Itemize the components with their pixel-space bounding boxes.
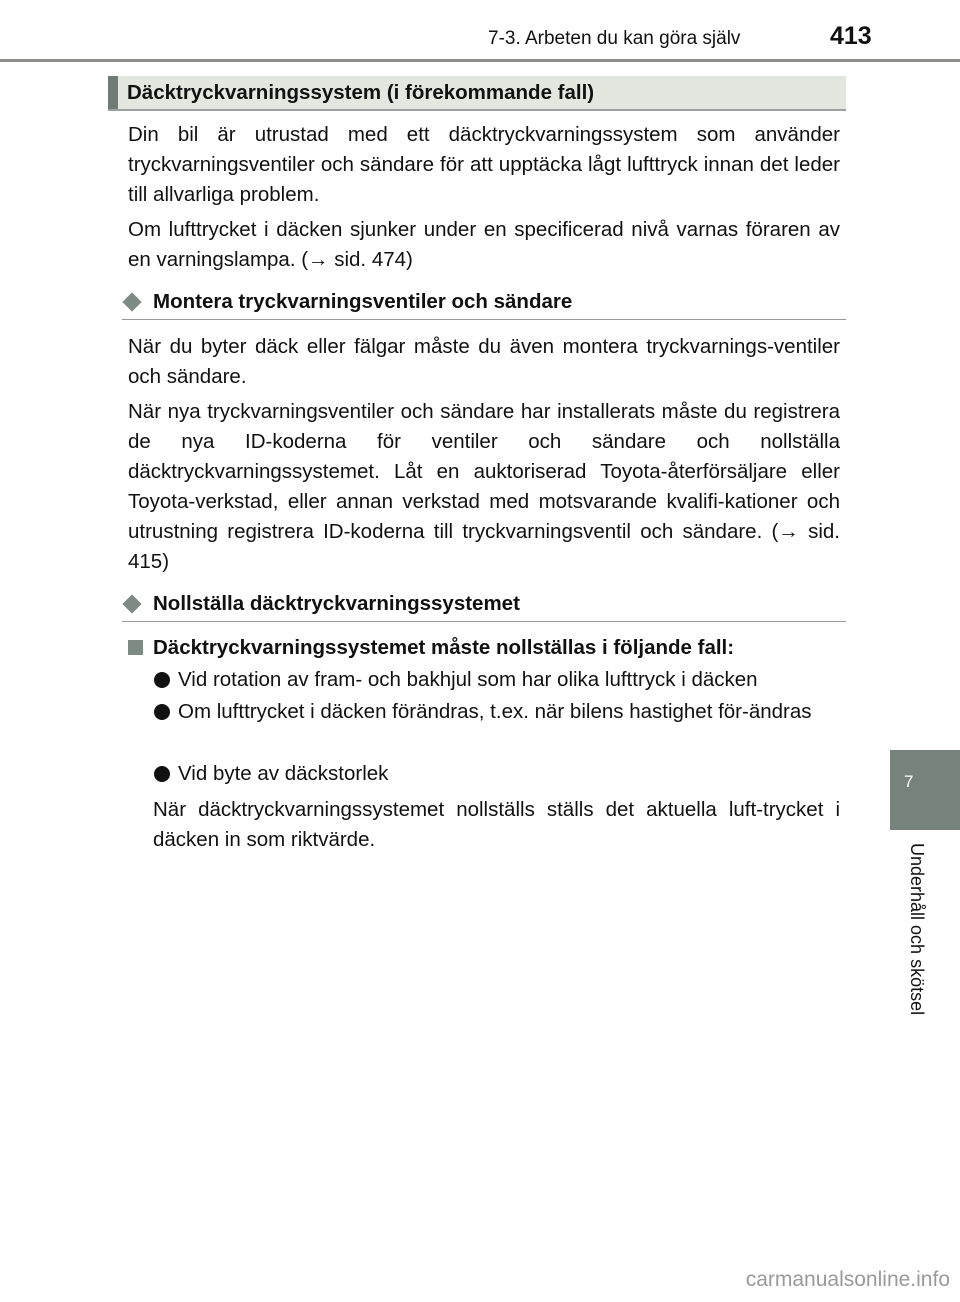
paragraph: Om lufttrycket i däcken sjunker under en specificerad nivå varnas föraren av en varningslampa. (→ sid. 474) <box>128 218 840 271</box>
subheading <box>122 288 846 320</box>
list-item: Vid rotation av fram- och bakhjul som har olika lufttryck i däcken <box>178 668 758 691</box>
chapter-label: Underhåll och skötsel <box>907 843 927 1016</box>
subheading <box>122 590 846 622</box>
header-divider <box>0 59 960 62</box>
list-item: Om lufttrycket i däcken förändras, t.ex. när bilens hastighet för-ändras <box>178 700 812 723</box>
page-number: 413 <box>830 22 872 50</box>
section-heading <box>108 76 846 111</box>
watermark: carmanualsonline.info <box>745 1268 950 1291</box>
paragraph: När du byter däck eller fälgar måste du även montera tryckvarnings-ventiler och sändare. <box>128 335 840 388</box>
bullet-icon <box>154 766 170 782</box>
bullet-icon <box>154 704 170 720</box>
list-heading: Däcktryckvarningssystemet måste nollställas i följande fall: <box>153 636 735 659</box>
paragraph: Din bil är utrustad med ett däcktryckvarningssystem som använder tryckvarningsventiler och sändare för att upptäcka lågt lufttryck innan det leder till allvarliga problem. <box>128 123 840 206</box>
section-heading-bar <box>108 76 118 109</box>
diamond-icon <box>122 292 141 311</box>
paragraph: När däcktryckvarningssystemet nollställs ställs det aktuella luft-trycket i däcken in som riktvärde. <box>153 798 840 851</box>
list-item: Vid byte av däckstorlek <box>178 762 389 785</box>
chapter-section-title: 7-3. Arbeten du kan göra själv <box>488 28 741 49</box>
subheading-text: Nollställa däcktryckvarningssystemet <box>153 592 520 615</box>
bullet-icon <box>154 672 170 688</box>
paragraph: När nya tryckvarningsventiler och sändare har installerats måste du registrera de nya ID-koderna för ventiler och sändare och nollställa däcktryckvarningssystemet. Låt en auktoriserad Toyota-återförsäljare eller Toyota-verkstad, eller annan verkstad med motsvarande kvalifi-kationer och utrustning registrera ID-koderna till tryckvarningsventil och sändare. (→ sid. 415) <box>128 400 840 573</box>
diamond-icon <box>122 594 141 613</box>
chapter-tab <box>890 750 960 830</box>
section-heading-text: Däcktryckvarningssystem (i förekommande fall) <box>127 81 595 104</box>
chapter-number: 7 <box>904 772 914 791</box>
subheading-text: Montera tryckvarningsventiler och sändare <box>153 290 573 313</box>
square-bullet-icon <box>128 640 143 655</box>
